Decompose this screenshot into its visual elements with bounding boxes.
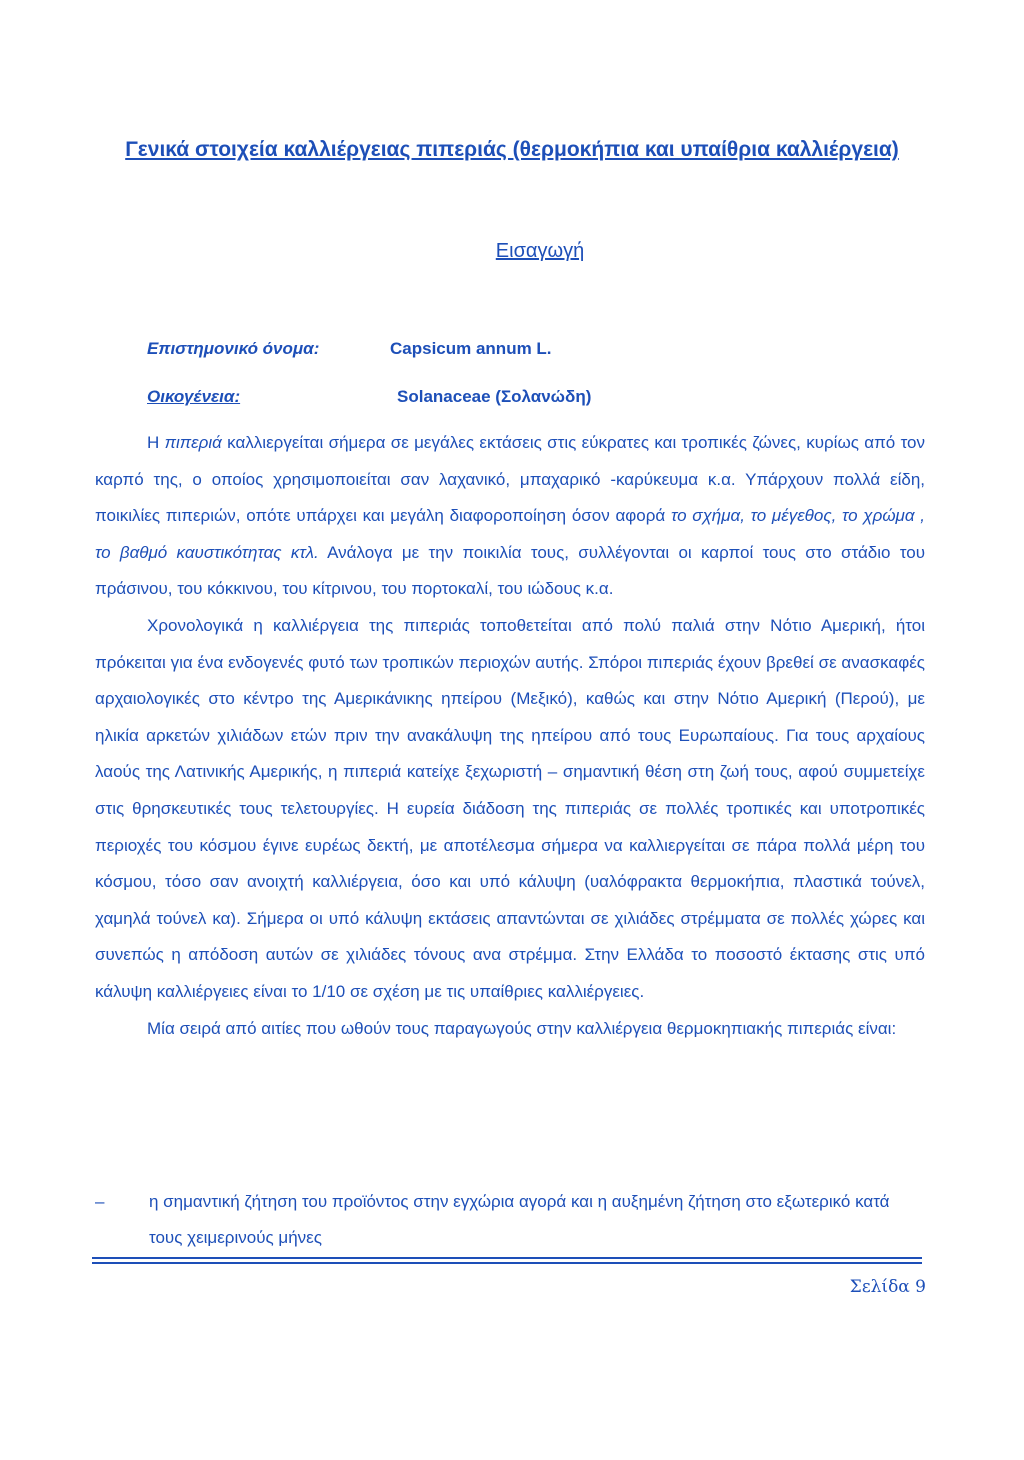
family-label: Οικογένεια:: [147, 387, 241, 406]
paragraph-history: Χρονολογικά η καλλιέργεια της πιπεριάς τοποθετείται από πολύ παλιά στην Νότιο Αμερική, ήτοι πρόκειται για ένα ενδογενές φυτό των τροπικών περιοχών αυτής. Σπόροι πιπεριάς έχουν βρεθεί σε ανασκαφές αρχαιολογικές στο κέντρο της Αμερικάνικης ηπείρου (Μεξικό), καθώς και στην Νότιο Αμερική (Περού), με ηλικία αρκετών χιλιάδων ετών πριν την ανακάλυψη της ηπείρου από τους Ευρωπαίους. Για τους αρχαίους λαούς της Λατινικής Αμερικής, η πιπεριά κατείχε ξεχωριστή – σημαντική θέση στη ζωή τους, αφού συμμετείχε στις θρησκευτικές τους τελετουργίες. Η ευρεία διάδοση της πιπεριάς σε πολλές τροπικές και υποτροπικές περιοχές του κόσμου έγινε ευρέως δεκτή, με αποτέλεσμα σήμερα να καλλιεργείται σε πάρα πολλά μέρη του κόσμου, τόσο σαν ανοιχτή καλλιέργεια, όσο και υπό κάλυψη (υαλόφρακτα θερμοκήπια, πλαστικά τούνελ, χαμηλά τούνελ κα). Σήμερα οι υπό κάλυψη εκτάσεις απαντώνται σε χιλιάδες στρέμματα σε πολλές χώρες και συνεπώς η απόδοση αυτών σε χιλιάδες τόνους ανα στρέμμα. Στην Ελλάδα το ποσοστό έκτασης στις υπό κάλυψη καλλιέργειες είναι το 1/10 σε σχέση με τις υπαίθριες καλλιέργειες.: [95, 615, 925, 1001]
scientific-name-label: Επιστημονικό όνομα:: [147, 339, 320, 358]
section-heading: Εισαγωγή: [495, 240, 585, 262]
document-title: Γενικά στοιχεία καλλιέργειας πιπεριάς (θερμοκήπια και υπαίθρια καλλιέργεια): [125, 138, 899, 161]
footer-rule-secondary: [92, 1262, 922, 1264]
paragraph-intro: Η πιπεριά καλλιεργείται σήμερα σε μεγάλες εκτάσεις στις εύκρατες και τροπικές ζώνες, κυρίως από τον καρπό της, ο οποίος χρησιμοποιείται σαν λαχανικό, μπαχαρικό -καρύκευμα κ.α. Υπάρχουν πολλά είδη, ποικιλίες πιπεριών, οπότε υπάρχει και μεγάλη διαφοροποίηση όσον αφορά το σχήμα, το μέγεθος, το χρώμα , το βαθμό καυστικότητας κτλ. Ανάλογα με την ποικιλία τους, συλλέγονται οι καρποί τους στο στάδιο του πράσινου, του κόκκινου, του κίτρινου, του πορτοκαλί, του ιώδους κ.α.: [95, 433, 926, 599]
footer-rule: [92, 1257, 922, 1259]
bullet-marker: –: [95, 1192, 105, 1211]
paragraph-reasons: Μία σειρά από αιτίες που ωθούν τους παραγωγούς στην καλλιέργεια θερμοκηπιακής πιπεριάς είναι:: [147, 1018, 897, 1038]
bullet-text: η σημαντική ζήτηση του προϊόντος στην εγχώρια αγορά και η αυξημένη ζήτηση στο εξωτερικό κατά τους χειμερινούς μήνες: [149, 1192, 890, 1247]
page-number: Σελίδα 9: [849, 1277, 926, 1297]
family-value: Solanaceae (Σολανώδη): [397, 387, 592, 406]
body-text: [95, 425, 925, 1047]
scientific-name-value: Capsicum annum L.: [390, 339, 552, 358]
